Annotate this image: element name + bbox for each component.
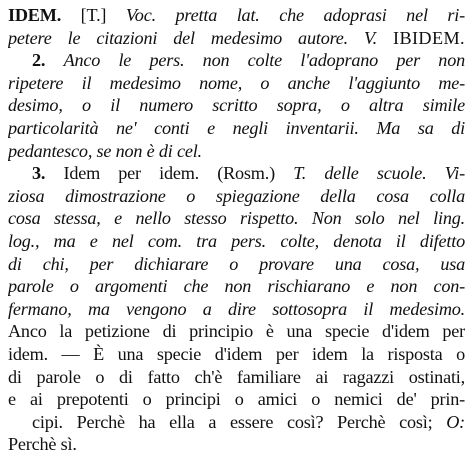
text-segment: O:: [446, 411, 465, 432]
text-line: [8, 343, 465, 366]
text-segment: petere le citazioni del medesimo autore. V.: [8, 27, 393, 48]
text-segment: fermano, ma vengono a dire sottosopra il medesimo.: [8, 298, 465, 319]
text-segment: desimo, o il numero scritto sopra, o altra simile: [8, 95, 465, 116]
text-segment: 2.: [32, 50, 64, 71]
text-segment: particolarità ne' conti e negli inventarii. Ma sa di: [8, 117, 465, 138]
text-line: [8, 185, 465, 208]
text-line: [8, 117, 465, 140]
text-segment: di chi, per dichiarare o provare una cosa, usa: [8, 253, 465, 274]
text-line: [8, 388, 465, 411]
text-segment: T. delle scuole. Vi-: [293, 163, 465, 184]
text-line: [8, 275, 465, 298]
text-segment: Anco la petizione di principio è una specie d'idem per: [8, 321, 465, 342]
text-line: [8, 72, 465, 95]
text-segment: Idem per idem. (Rosm.): [63, 163, 294, 184]
text-segment: ripetere il medesimo nome, o anche l'aggiunto me-: [8, 72, 465, 93]
text-segment: Voc. pretta lat. che adoprasi nel ri-: [125, 5, 465, 25]
text-line: [8, 366, 465, 389]
text-segment: [T.]: [80, 5, 126, 25]
text-line: [8, 4, 465, 27]
text-line: [8, 162, 465, 185]
text-segment: cosa stessa, e nello stesso rispetto. Non solo nel ling.: [8, 208, 465, 229]
text-line: [8, 27, 465, 50]
text-segment: di parole o di fatto ch'è familiare ai ragazzi ostinati,: [8, 366, 465, 387]
text-line: [8, 207, 465, 230]
text-line: [8, 433, 465, 456]
text-segment: Anco le pers. non colte l'adoprano per non: [63, 50, 465, 71]
text-segment: cipi. Perchè ha ella a essere così? Perchè così;: [32, 411, 447, 432]
text-line: [8, 94, 465, 117]
text-line: [8, 49, 465, 72]
text-segment: log., ma e nel com. tra pers. colte, denota il difetto: [8, 230, 465, 251]
text-segment: IBIDEM.: [392, 27, 465, 48]
text-segment: e ai prepotenti o principi o amici o nemici de' prin-: [8, 389, 465, 410]
text-segment: 3.: [32, 163, 64, 184]
text-line: [8, 320, 465, 343]
text-segment: Perchè sì.: [8, 434, 77, 455]
text-segment: pedantesco, se non è di cel.: [8, 140, 202, 161]
headword: IDEM.: [8, 5, 62, 25]
text-segment: parole o argomenti che non rischiarano e non con-: [8, 276, 465, 297]
text-line: [8, 230, 465, 253]
text-segment: idem. — È una specie d'idem per idem la risposta o: [8, 343, 465, 364]
text-segment: ziosa dimostrazione o spiegazione della cosa colla: [8, 185, 465, 206]
text-line: [8, 298, 465, 321]
text-line: [8, 253, 465, 276]
text-line: [8, 140, 465, 163]
